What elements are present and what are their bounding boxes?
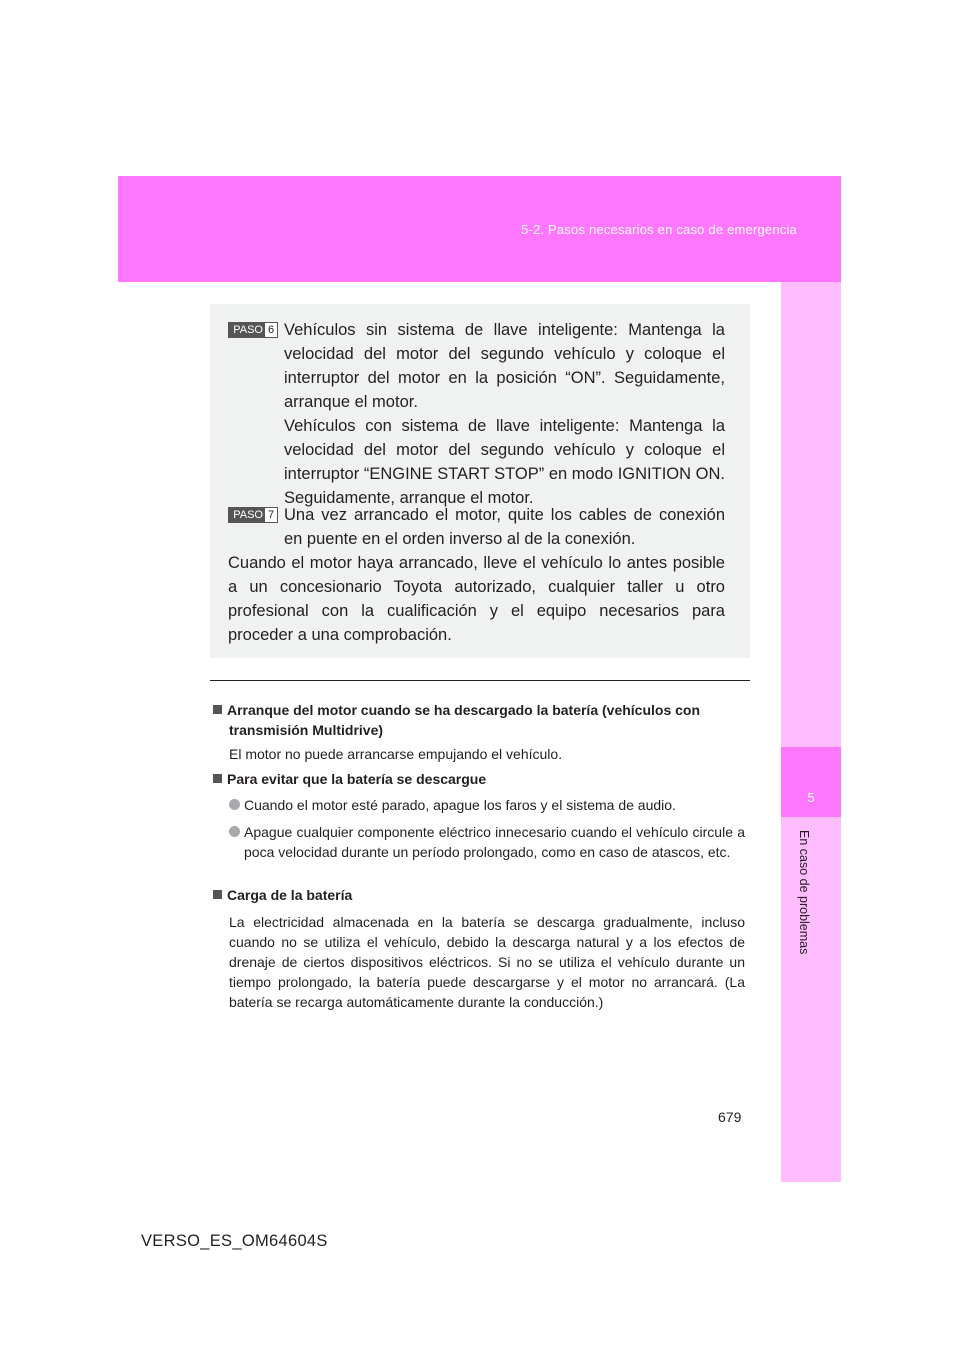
note-body: El motor no puede arrancarse empujando el vehículo. — [229, 746, 563, 762]
square-bullet-icon — [213, 890, 222, 899]
step-paragraph: Vehículos con sistema de llave inteligente: Mantenga la velocidad del motor del segundo vehículo y coloque el interruptor “ENGINE START STOP” en modo IGNITION ON. Seguidamente, arranque el motor. — [284, 417, 725, 507]
section-title: 5-2. Pasos necesarios en caso de emergencia — [521, 222, 797, 237]
square-bullet-icon — [213, 774, 222, 783]
chapter-title: En caso de problemas — [797, 830, 811, 955]
chapter-side-tab — [781, 282, 841, 1182]
step-text — [284, 318, 725, 510]
procedure-closing-note: Cuando el motor haya arrancado, lleve el vehículo lo antes posible a un concesionario Toyota autorizado, cualquier taller u otro profesional con la cualificación y el equipo necesarios para proceder a una comprobación. — [228, 554, 725, 644]
chapter-number: 5 — [807, 790, 815, 805]
chapter-tab-active — [781, 747, 841, 817]
round-bullet-icon — [229, 826, 240, 837]
note-heading: Para evitar que la batería se descargue — [213, 769, 745, 789]
section-divider — [210, 680, 750, 681]
note-body: La electricidad almacenada en la batería se descarga gradualmente, incluso cuando no se utiliza el vehículo, debido la descarga natural y a los efectos de drenaje de ciertos dispositivos eléctricos. Si no se utiliza el vehículo durante un tiempo prolongado, la batería puede descargarse y el motor no arrancará. (La batería se recarga automáticamente durante la conducción.) — [229, 914, 745, 1010]
note-heading: Arranque del motor cuando se ha descargado la batería (vehículos con transmisión Multidrive) — [213, 700, 745, 740]
step-text — [284, 503, 725, 551]
square-bullet-icon — [213, 705, 222, 714]
document-code: VERSO_ES_OM64604S — [141, 1232, 328, 1250]
page-number: 679 — [718, 1109, 742, 1125]
round-bullet-icon — [229, 799, 240, 810]
step-badge-number: 7 — [265, 508, 277, 522]
list-item: Apague cualquier componente eléctrico innecesario cuando el vehículo circule a poca velocidad durante un período prolongado, como en caso de atascos, etc. — [229, 822, 745, 862]
note-heading: Carga de la batería — [213, 885, 745, 905]
step-paragraph: Una vez arrancado el motor, quite los cables de conexión en puente en el orden inverso al de la conexión. — [284, 506, 725, 548]
header-band — [118, 176, 841, 282]
step-badge-label: PASO — [233, 509, 263, 521]
step-paragraph: Vehículos sin sistema de llave inteligente: Mantenga la velocidad del motor del segundo vehículo y coloque el interruptor del motor en la posición “ON”. Seguidamente, arranque el motor. — [284, 321, 725, 411]
step-badge — [228, 507, 278, 523]
step-badge-label: PASO — [233, 324, 263, 336]
step-badge-number: 6 — [265, 323, 277, 337]
step-badge — [228, 322, 278, 338]
procedure-box — [210, 304, 750, 658]
list-item: Cuando el motor esté parado, apague los faros y el sistema de audio. — [229, 795, 745, 815]
